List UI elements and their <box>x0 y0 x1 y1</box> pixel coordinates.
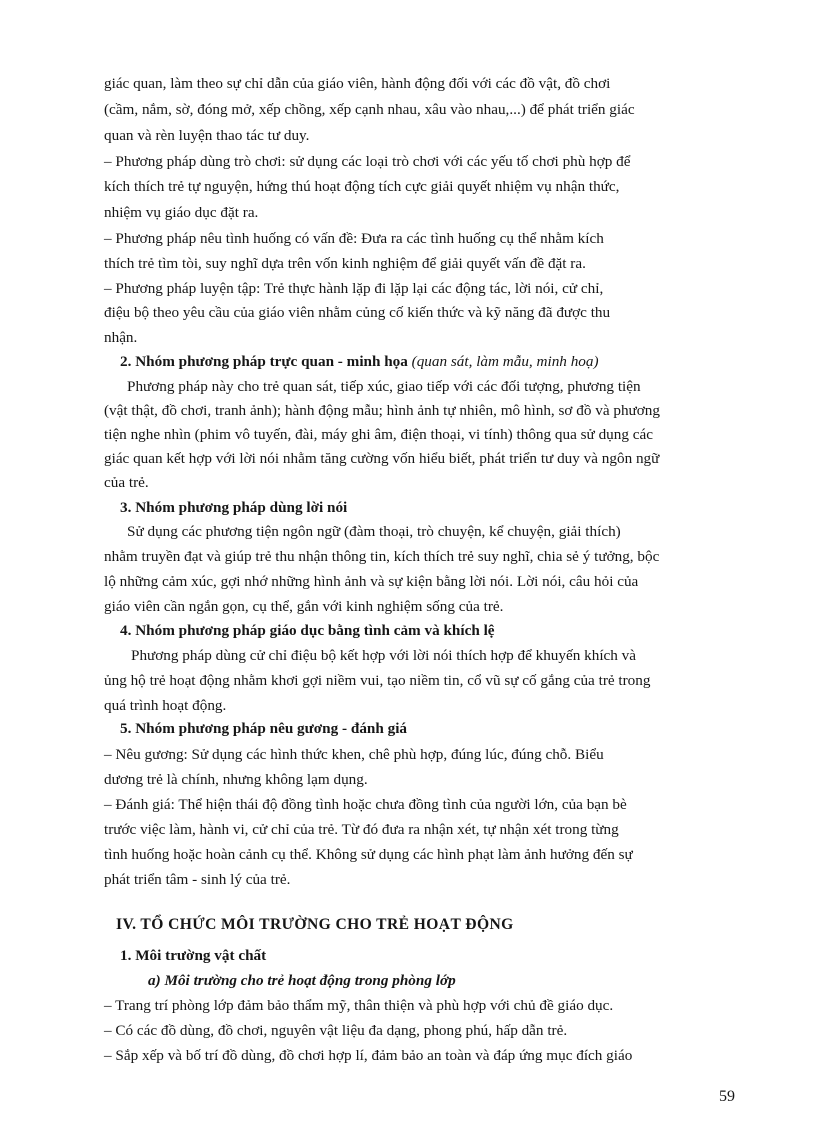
text-line: nhiệm vụ giáo dục đặt ra. <box>104 204 259 221</box>
text-line: – Đánh giá: Thể hiện thái độ đồng tình hoặc chưa đồng tình của người lớn, của bạn bè <box>104 796 627 813</box>
text-line: dương trẻ là chính, nhưng không lạm dụng. <box>104 771 368 788</box>
section-heading-3: 3. Nhóm phương pháp dùng lời nói <box>120 499 348 516</box>
text-line: – Phương pháp luyện tập: Trẻ thực hành lặp đi lặp lại các động tác, lời nói, cử chỉ, <box>104 280 604 297</box>
list-item: – Sắp xếp và bố trí đồ dùng, đồ chơi hợp lí, đảm bảo an toàn và đáp ứng mục đích giáo <box>104 1047 633 1064</box>
section-heading-4: 4. Nhóm phương pháp giáo dục bằng tình cảm và khích lệ <box>120 622 495 639</box>
list-item: – Trang trí phòng lớp đảm bảo thẩm mỹ, thân thiện và phù hợp với chủ đề giáo dục. <box>104 997 614 1014</box>
text-line: ủng hộ trẻ hoạt động nhằm khơi gợi niềm vui, tạo niềm tin, cổ vũ sự cố gắng của trẻ trong <box>104 672 651 689</box>
text-line: – Phương pháp nêu tình huống có vấn đề: Đưa ra các tình huống cụ thể nhằm kích <box>104 230 604 247</box>
text-line: (cầm, nắm, sờ, đóng mở, xếp chồng, xếp cạnh nhau, xâu vào nhau,...) để phát triển giác <box>104 101 635 118</box>
text-line: Sử dụng các phương tiện ngôn ngữ (đàm thoại, trò chuyện, kể chuyện, giải thích) <box>127 523 621 540</box>
heading-note: (quan sát, làm mẫu, minh hoạ) <box>411 353 599 370</box>
text-line: (vật thật, đồ chơi, tranh ảnh); hành động mẫu; hình ảnh tự nhiên, mô hình, sơ đồ và phương <box>104 402 660 419</box>
text-line: trước việc làm, hành vi, cử chỉ của trẻ. Từ đó đưa ra nhận xét, tự nhận xét trong từng <box>104 821 619 838</box>
page-number: 59 <box>719 1088 735 1105</box>
list-item: – Có các đồ dùng, đồ chơi, nguyên vật liệu đa dạng, phong phú, hấp dẫn trẻ. <box>104 1022 568 1039</box>
chapter-heading: IV. TỔ CHỨC MÔI TRƯỜNG CHO TRẺ HOẠT ĐỘNG <box>116 916 514 933</box>
text-line: phát triển tâm - sinh lý của trẻ. <box>104 871 291 888</box>
text-line: kích thích trẻ tự nguyện, hứng thú hoạt động tích cực giải quyết nhiệm vụ nhận thức, <box>104 178 620 195</box>
text-line: giác quan, làm theo sự chỉ dẫn của giáo viên, hành động đối với các đồ vật, đồ chơi <box>104 75 611 92</box>
text-line: Phương pháp dùng cử chỉ điệu bộ kết hợp với lời nói thích hợp để khuyến khích và <box>131 647 636 664</box>
section-heading-2 <box>120 352 599 372</box>
text-line: điệu bộ theo yêu cầu của giáo viên nhằm củng cố kiến thức và kỹ năng đã được thu <box>104 304 611 321</box>
section-heading-5: 5. Nhóm phương pháp nêu gương - đánh giá <box>120 720 408 737</box>
subsubsection-heading: a) Môi trường cho trẻ hoạt động trong phòng lớp <box>148 972 456 989</box>
text-line: quá trình hoạt động. <box>104 697 227 714</box>
text-line: – Nêu gương: Sử dụng các hình thức khen, chê phù hợp, đúng lúc, đúng chỗ. Biểu <box>104 746 604 763</box>
text-line: – Phương pháp dùng trò chơi: sử dụng các loại trò chơi với các yếu tố chơi phù hợp để <box>104 153 631 170</box>
text-line: nhận. <box>104 329 138 346</box>
text-line: nhằm truyền đạt và giúp trẻ thu nhận thông tin, kích thích trẻ suy nghĩ, chia sẻ ý tưởng, bộc <box>104 548 660 565</box>
subsection-heading: 1. Môi trường vật chất <box>120 947 267 964</box>
text-line: của trẻ. <box>104 474 149 491</box>
text-line: lộ những cảm xúc, gợi nhớ những hình ảnh và sự kiện bằng lời nói. Lời nói, câu hỏi của <box>104 573 639 590</box>
text-line: Phương pháp này cho trẻ quan sát, tiếp xúc, giao tiếp với các đối tượng, phương tiện <box>127 378 641 395</box>
text-line: tình huống hoặc hoàn cảnh cụ thể. Không sử dụng các hình phạt làm ảnh hưởng đến sự <box>104 846 633 863</box>
text-line: quan và rèn luyện thao tác tư duy. <box>104 127 310 144</box>
heading-text: 2. Nhóm phương pháp trực quan - minh họa <box>120 353 408 370</box>
text-line: thích trẻ tìm tòi, suy nghĩ dựa trên vốn kinh nghiệm để giải quyết vấn đề đặt ra. <box>104 255 586 272</box>
text-line: giáo viên cần ngắn gọn, cụ thể, gắn với kinh nghiệm sống của trẻ. <box>104 598 504 615</box>
text-line: giác quan kết hợp với lời nói nhằm tăng cường vốn hiểu biết, phát triển tư duy và ngôn ngữ <box>104 450 660 467</box>
text-line: tiện nghe nhìn (phim vô tuyến, đài, máy ghi âm, điện thoại, vi tính) thông qua sử dụng các <box>104 426 653 443</box>
